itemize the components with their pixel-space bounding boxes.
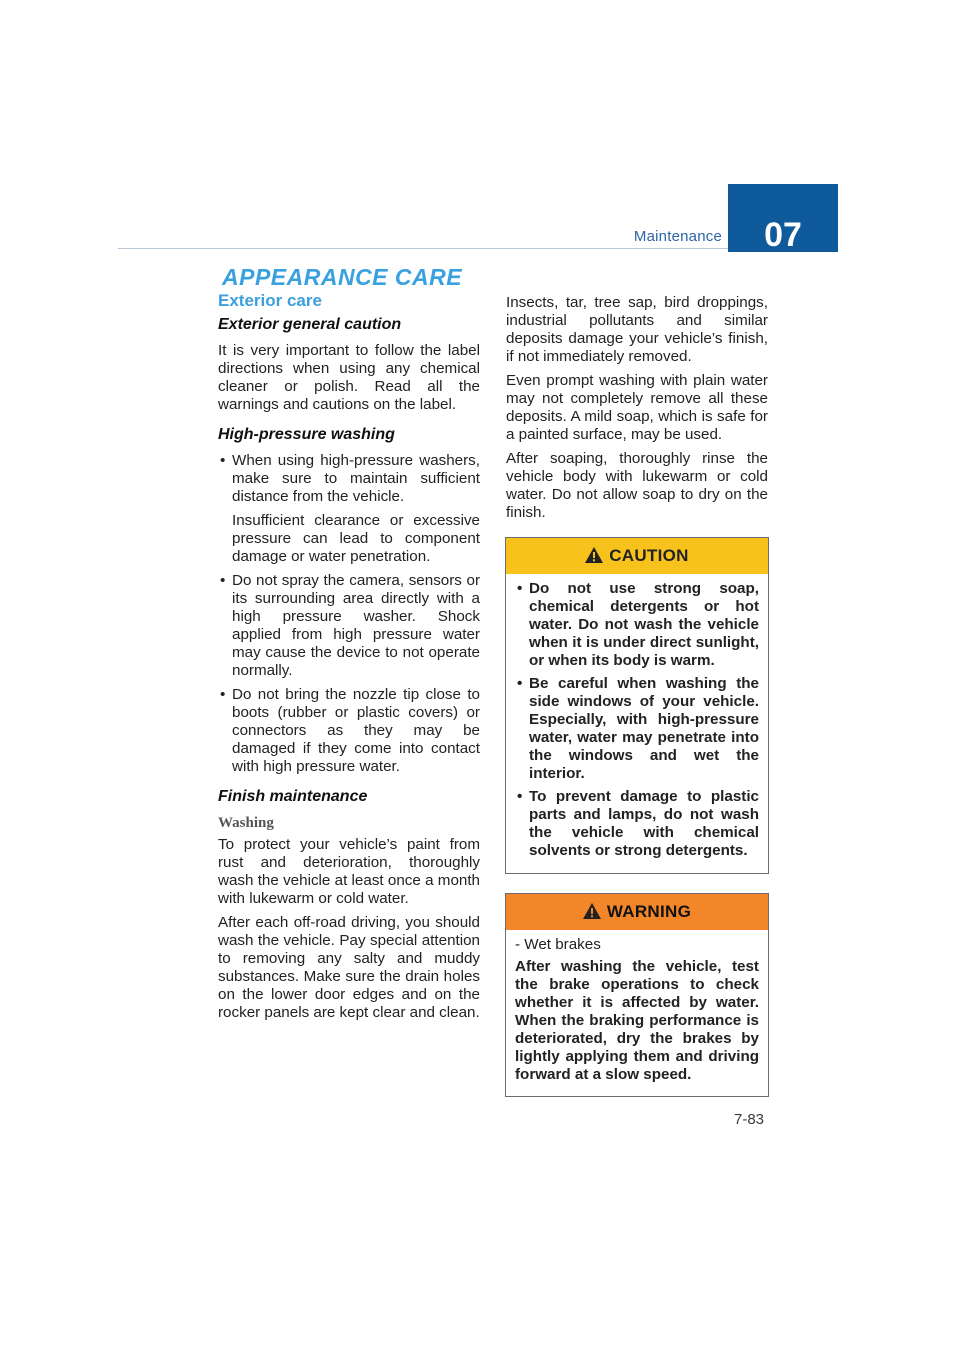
caution-list [515, 580, 759, 860]
washing-para-2: After each off-road driving, you should wash the vehicle. Pay special attention to removing any salty and muddy substances. Make sure the drain holes on the lower door edges and on the rocker panels are kept clear and clean. [218, 914, 480, 1021]
warning-text: After washing the vehicle, test the brake operations to check whether it is affected by water. When the braking performance is deteriorated, dry the brakes by lightly applying them and driving forward at a slow speed. [515, 958, 759, 1083]
list-item [515, 580, 759, 670]
list-item [515, 675, 759, 783]
general-caution-text: It is very important to follow the label directions when using any chemical cleaner or polish. Read all the warnings and cautions on the label. [218, 342, 480, 413]
warning-header [506, 894, 768, 930]
warning-title: WARNING [606, 902, 692, 921]
list-item [218, 572, 480, 680]
warning-box [505, 893, 769, 1097]
exterior-care-heading: Exterior care [218, 291, 322, 310]
caution-title: CAUTION [609, 546, 689, 565]
high-pressure-bullet-1-extra: Insufficient clearance or excessive pressure can lead to component damage or water penetration. [232, 512, 480, 565]
left-column [218, 292, 480, 1028]
list-item [218, 452, 480, 566]
warning-subtitle: - Wet brakes [515, 936, 601, 953]
chapter-number: 07 [728, 184, 838, 252]
caution-item-2: Be careful when washing the side windows of your vehicle. Especially, with high-pressure water, water may penetrate into the windows and wet the interior. [529, 675, 759, 782]
caution-box [505, 537, 769, 874]
rinse-para: After soaping, thoroughly rinse the vehicle body with lukewarm or cold water. Do not allow soap to dry on the finish. [506, 450, 768, 521]
warning-body [506, 930, 768, 1096]
list-item [515, 788, 759, 860]
high-pressure-heading: High-pressure washing [218, 426, 395, 443]
chapter-label: Maintenance [633, 228, 722, 245]
warning-triangle-icon [585, 547, 603, 563]
caution-item-3: To prevent damage to plastic parts and lamps, do not wash the vehicle with chemical solvents or strong detergents. [529, 788, 759, 859]
high-pressure-bullet-2: Do not spray the camera, sensors or its surrounding area directly with a high pressure washer. Shock applied from high pressure water may cause the device to not operate normally. [232, 572, 480, 679]
header-rule [118, 248, 728, 249]
caution-item-1: Do not use strong soap, chemical detergents or hot water. Do not wash the vehicle when it is under direct sunlight, or when its body is warm. [529, 580, 759, 669]
page-number: 7-83 [734, 1111, 765, 1128]
washing-heading: Washing [218, 815, 274, 831]
high-pressure-bullet-1: When using high-pressure washers, make sure to maintain sufficient distance from the vehicle. [232, 452, 480, 505]
section-title: APPEARANCE CARE [222, 264, 463, 290]
right-column [506, 294, 768, 528]
prompt-washing-para: Even prompt washing with plain water may not completely remove all these deposits. A mild soap, which is safe for a painted surface, may be used. [506, 372, 768, 443]
finish-maintenance-heading: Finish maintenance [218, 788, 368, 805]
high-pressure-bullet-3: Do not bring the nozzle tip close to boots (rubber or plastic covers) or connectors as they may be damaged if they come into contact with high pressure water. [232, 686, 480, 775]
warning-triangle-icon [583, 903, 601, 919]
caution-body [506, 574, 768, 873]
high-pressure-list [218, 452, 480, 776]
list-item [218, 686, 480, 776]
general-caution-heading: Exterior general caution [218, 316, 402, 333]
washing-para-1: To protect your vehicle’s paint from rust and deterioration, thoroughly wash the vehicle at least once a month with lukewarm or cold water. [218, 836, 480, 907]
caution-header [506, 538, 768, 574]
deposits-para: Insects, tar, tree sap, bird droppings, industrial pollutants and similar deposits damage your vehicle’s finish, if not immediately removed. [506, 294, 768, 365]
